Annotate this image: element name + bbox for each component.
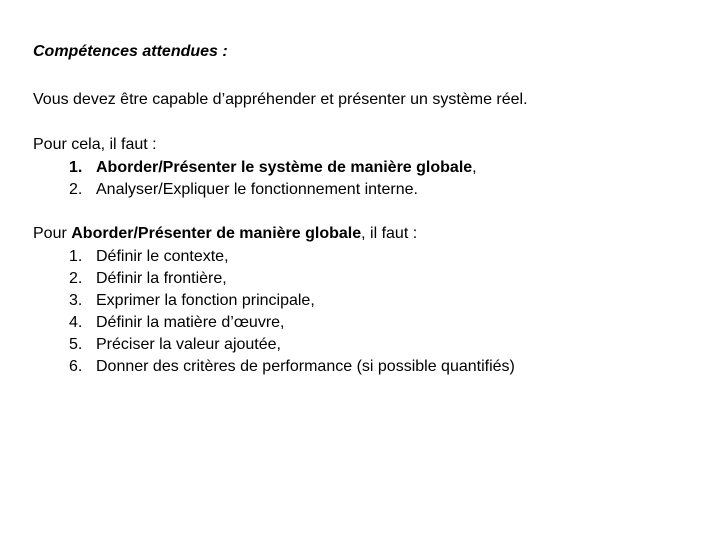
list-item-text: Exprimer la fonction principale, bbox=[96, 292, 315, 309]
intro-paragraph: Vous devez être capable d’appréhender et présenter un système réel. bbox=[33, 91, 528, 108]
list-item bbox=[33, 312, 693, 334]
list-number: 2. bbox=[69, 270, 83, 287]
list-number: 1. bbox=[69, 248, 83, 265]
list-item bbox=[33, 290, 693, 312]
section1-lead: Pour cela, il faut : bbox=[33, 136, 157, 153]
list-number: 2. bbox=[69, 181, 83, 198]
section2-lead-suffix: , il faut : bbox=[361, 225, 418, 242]
list-item-bold: Aborder/Présenter le système de manière globale bbox=[96, 159, 473, 176]
list-number: 4. bbox=[69, 314, 83, 331]
list-item bbox=[33, 334, 693, 356]
spacer bbox=[33, 201, 693, 222]
list-item-text: Analyser/Expliquer le fonctionnement interne. bbox=[96, 181, 418, 198]
section1-list bbox=[33, 157, 693, 201]
list-item bbox=[33, 356, 693, 378]
list-item-text: Définir la frontière, bbox=[96, 270, 227, 287]
list-item-text: Définir la matière d’œuvre, bbox=[96, 314, 285, 331]
section2-lead bbox=[33, 222, 693, 246]
list-item bbox=[33, 157, 693, 179]
list-item-text: Préciser la valeur ajoutée, bbox=[96, 336, 281, 353]
list-item-text: Donner des critères de performance (si possible quantifiés) bbox=[96, 358, 515, 375]
section2-lead-bold: Aborder/Présenter de manière globale bbox=[71, 225, 362, 242]
list-number: 5. bbox=[69, 336, 83, 353]
list-item bbox=[33, 268, 693, 290]
spacer bbox=[33, 112, 693, 133]
list-item-text: , bbox=[472, 159, 477, 176]
slide-heading: Compétences attendues : bbox=[33, 43, 228, 60]
slide-content bbox=[33, 40, 693, 378]
list-item bbox=[33, 246, 693, 268]
list-number: 6. bbox=[69, 358, 83, 375]
section2-lead-prefix: Pour bbox=[33, 225, 72, 242]
list-item-text: Définir le contexte, bbox=[96, 248, 229, 265]
section2-list bbox=[33, 246, 693, 378]
list-item bbox=[33, 179, 693, 201]
list-number: 3. bbox=[69, 292, 83, 309]
list-number: 1. bbox=[69, 159, 83, 176]
